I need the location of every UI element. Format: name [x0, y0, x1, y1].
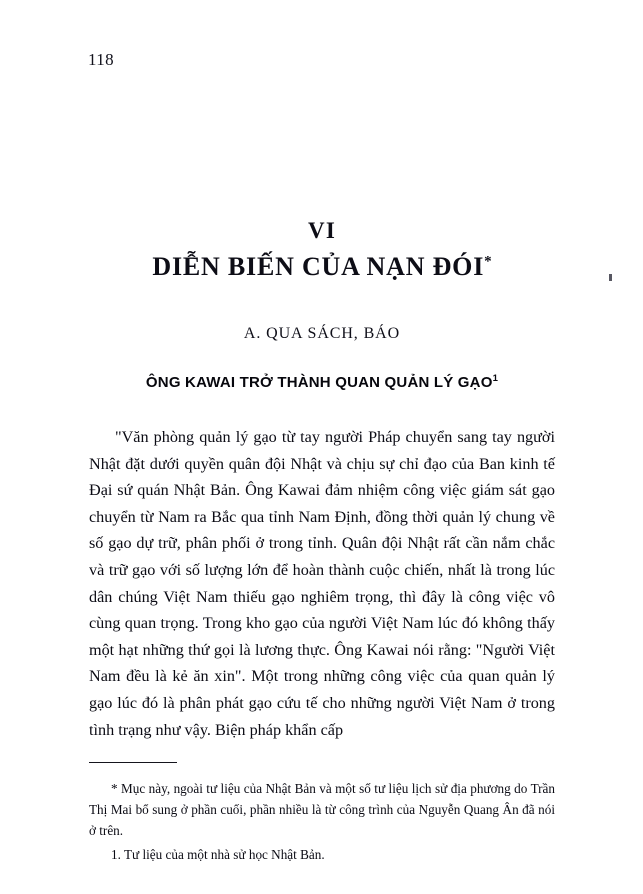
chapter-heading-block	[89, 218, 555, 283]
body-paragraph: "Văn phòng quản lý gạo từ tay người Pháp chuyển sang tay người Nhật đặt dưới quyền quân đội Nhật và chịu sự chỉ đạo của Ban kinh tế Đại sứ quán Nhật Bản. Ông Kawai đảm nhiệm công việc giám sát gạo chuyển từ Nam ra Bắc qua tỉnh Nam Định, đồng thời quản lý chung về số gạo dự trữ, phân phối ở trong tỉnh. Quân đội Nhật rất cần nắm chắc và trữ gạo với số lượng lớn để hoàn thành cuộc chiến, nhất là trong lúc dân chúng Việt Nam thiếu gạo nghiêm trọng, thì đây là công việc vô cùng quan trọng. Trong kho gạo của người Việt Nam lúc đó không thấy một hạt những thứ gọi là lương thực. Ông Kawai nói rằng: "Người Việt Nam đều là kẻ ăn xin". Một trong những công việc của quan quản lý gạo lúc đó là phân phát gạo cứu tế cho những người Việt Nam ở trong tình trạng như vậy. Biện pháp khẩn cấp	[89, 428, 555, 739]
chapter-title-text: DIỄN BIẾN CỦA NẠN ĐÓI	[152, 252, 485, 282]
subsection-footnote-marker: 1	[492, 373, 499, 384]
chapter-title	[89, 251, 555, 282]
subsection-heading	[89, 373, 555, 391]
body-text-block	[89, 424, 555, 743]
scan-artifact-speck	[609, 274, 612, 281]
footnote-block	[89, 778, 555, 865]
page-number: 118	[88, 50, 115, 69]
chapter-title-footnote-marker: *	[484, 253, 492, 270]
subsection-heading-text: ÔNG KAWAI TRỞ THÀNH QUAN QUẢN LÝ GẠO	[145, 374, 493, 391]
footnote-asterisk: * Mục này, ngoài tư liệu của Nhật Bản và một số tư liệu lịch sử địa phương do Trần Thị Mai bổ sung ở phần cuối, phần nhiều là từ công trình của Nguyễn Quang Ân đã nói ở trên.	[89, 781, 555, 839]
section-heading: A. QUA SÁCH, BÁO	[243, 325, 401, 342]
footnote-one: 1. Tư liệu của một nhà sử học Nhật Bản.	[111, 846, 325, 862]
chapter-number: VI	[308, 218, 336, 243]
footnote-separator-rule	[89, 762, 177, 763]
